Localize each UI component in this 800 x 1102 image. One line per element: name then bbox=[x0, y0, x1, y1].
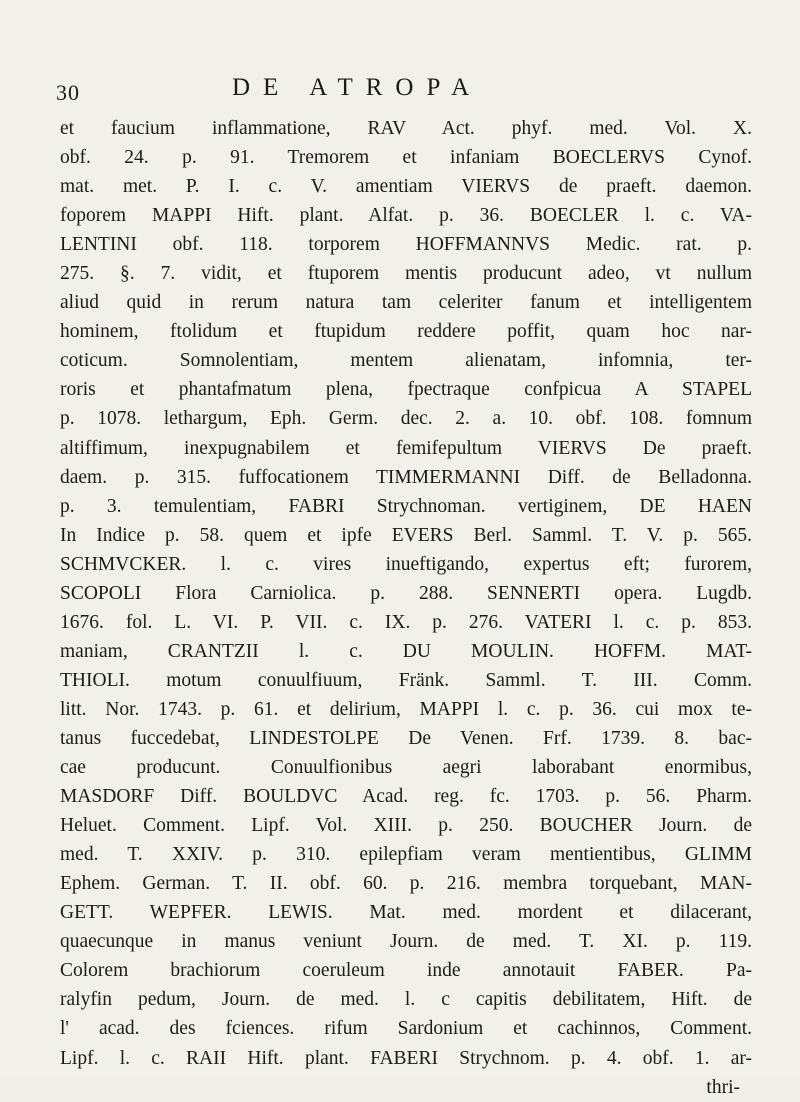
text-line: quaecunque in manus veniunt Journ. de med. T. XI. p. 119. bbox=[60, 931, 752, 953]
text-line: foporem MAPPI Hift. plant. Alfat. p. 36. BOECLER l. c. VA- bbox=[60, 205, 752, 227]
page-number: 30 bbox=[56, 80, 80, 105]
text-line: tanus fuccedebat, LINDESTOLPE De Venen. Frf. 1739. 8. bac- bbox=[60, 727, 752, 749]
text-line: roris et phantafmatum plena, fpectraque confpicua A STAPEL bbox=[60, 379, 752, 401]
text-line: SCHMVCKER. l. c. vires inueftigando, expertus eft; furorem, bbox=[60, 553, 752, 575]
text-line: LENTINI obf. 118. torporem HOFFMANNVS Medic. rat. p. bbox=[60, 234, 752, 256]
text-line: THIOLI. motum conuulfiuum, Fränk. Samml. T. III. Comm. bbox=[60, 669, 752, 691]
text-line: med. T. XXIV. p. 310. epilepfiam veram mentientibus, GLIMM bbox=[60, 844, 752, 866]
text-line: cae producunt. Conuulfionibus aegri laborabant enormibus, bbox=[60, 757, 752, 779]
text-line: mat. met. P. I. c. V. amentiam VIERVS de praeft. daemon. bbox=[60, 176, 752, 198]
text-line: 1676. fol. L. VI. P. VII. c. IX. p. 276. VATERI l. c. p. 853. bbox=[60, 611, 752, 633]
text-line: daem. p. 315. fuffocationem TIMMERMANNI Diff. de Belladonna. bbox=[60, 466, 752, 488]
text-line: litt. Nor. 1743. p. 61. et delirium, MAPPI l. c. p. 36. cui mox te- bbox=[60, 698, 752, 720]
text-line: obf. 24. p. 91. Tremorem et infaniam BOECLERVS Cynof. bbox=[60, 147, 752, 169]
text-line: et faucium inflammatione, RAV Act. phyf. med. Vol. X. bbox=[60, 118, 752, 139]
text-line: altiffimum, inexpugnabilem et femifepultum VIERVS De praeft. bbox=[60, 437, 752, 459]
text-line: Lipf. l. c. RAII Hift. plant. FABERI Strychnom. p. 4. obf. 1. ar- bbox=[60, 1047, 752, 1069]
text-line: Ephem. German. T. II. obf. 60. p. 216. membra torquebant, MAN- bbox=[60, 873, 752, 895]
text-line: coticum. Somnolentiam, mentem alienatam, infomnia, ter- bbox=[60, 350, 752, 372]
text-line: 275. §. 7. vidit, et ftuporem mentis producunt adeo, vt nullum bbox=[60, 263, 752, 285]
text-line: p. 1078. lethargum, Eph. Germ. dec. 2. a. 10. obf. 108. fomnum bbox=[60, 408, 752, 430]
text-line: maniam, CRANTZII l. c. DU MOULIN. HOFFM. MAT- bbox=[60, 640, 752, 662]
text-line: Heluet. Comment. Lipf. Vol. XIII. p. 250. BOUCHER Journ. de bbox=[60, 815, 752, 837]
text-line: aliud quid in rerum natura tam celeriter fanum et intelligentem bbox=[60, 292, 752, 314]
catchword: thri- bbox=[706, 1076, 740, 1098]
text-line: In Indice p. 58. quem et ipfe EVERS Berl. Samml. T. V. p. 565. bbox=[60, 524, 752, 546]
running-title: DE ATROPA bbox=[232, 74, 483, 101]
text-line: Colorem brachiorum coeruleum inde annotauit FABER. Pa- bbox=[60, 960, 752, 982]
text-line: hominem, ftolidum et ftupidum reddere poffit, quam hoc nar- bbox=[60, 321, 752, 343]
text-line: l' acad. des fciences. rifum Sardonium et cachinnos, Comment. bbox=[60, 1018, 752, 1040]
text-line: p. 3. temulentiam, FABRI Strychnoman. vertiginem, DE HAEN bbox=[60, 495, 752, 517]
text-line: SCOPOLI Flora Carniolica. p. 288. SENNERTI opera. Lugdb. bbox=[60, 582, 752, 604]
text-line: GETT. WEPFER. LEWIS. Mat. med. mordent et dilacerant, bbox=[60, 902, 752, 924]
text-line: MASDORF Diff. BOULDVC Acad. reg. fc. 1703. p. 56. Pharm. bbox=[60, 786, 752, 808]
body-text bbox=[60, 114, 752, 1102]
text-line: ralyfin pedum, Journ. de med. l. c capitis debilitatem, Hift. de bbox=[60, 989, 752, 1011]
